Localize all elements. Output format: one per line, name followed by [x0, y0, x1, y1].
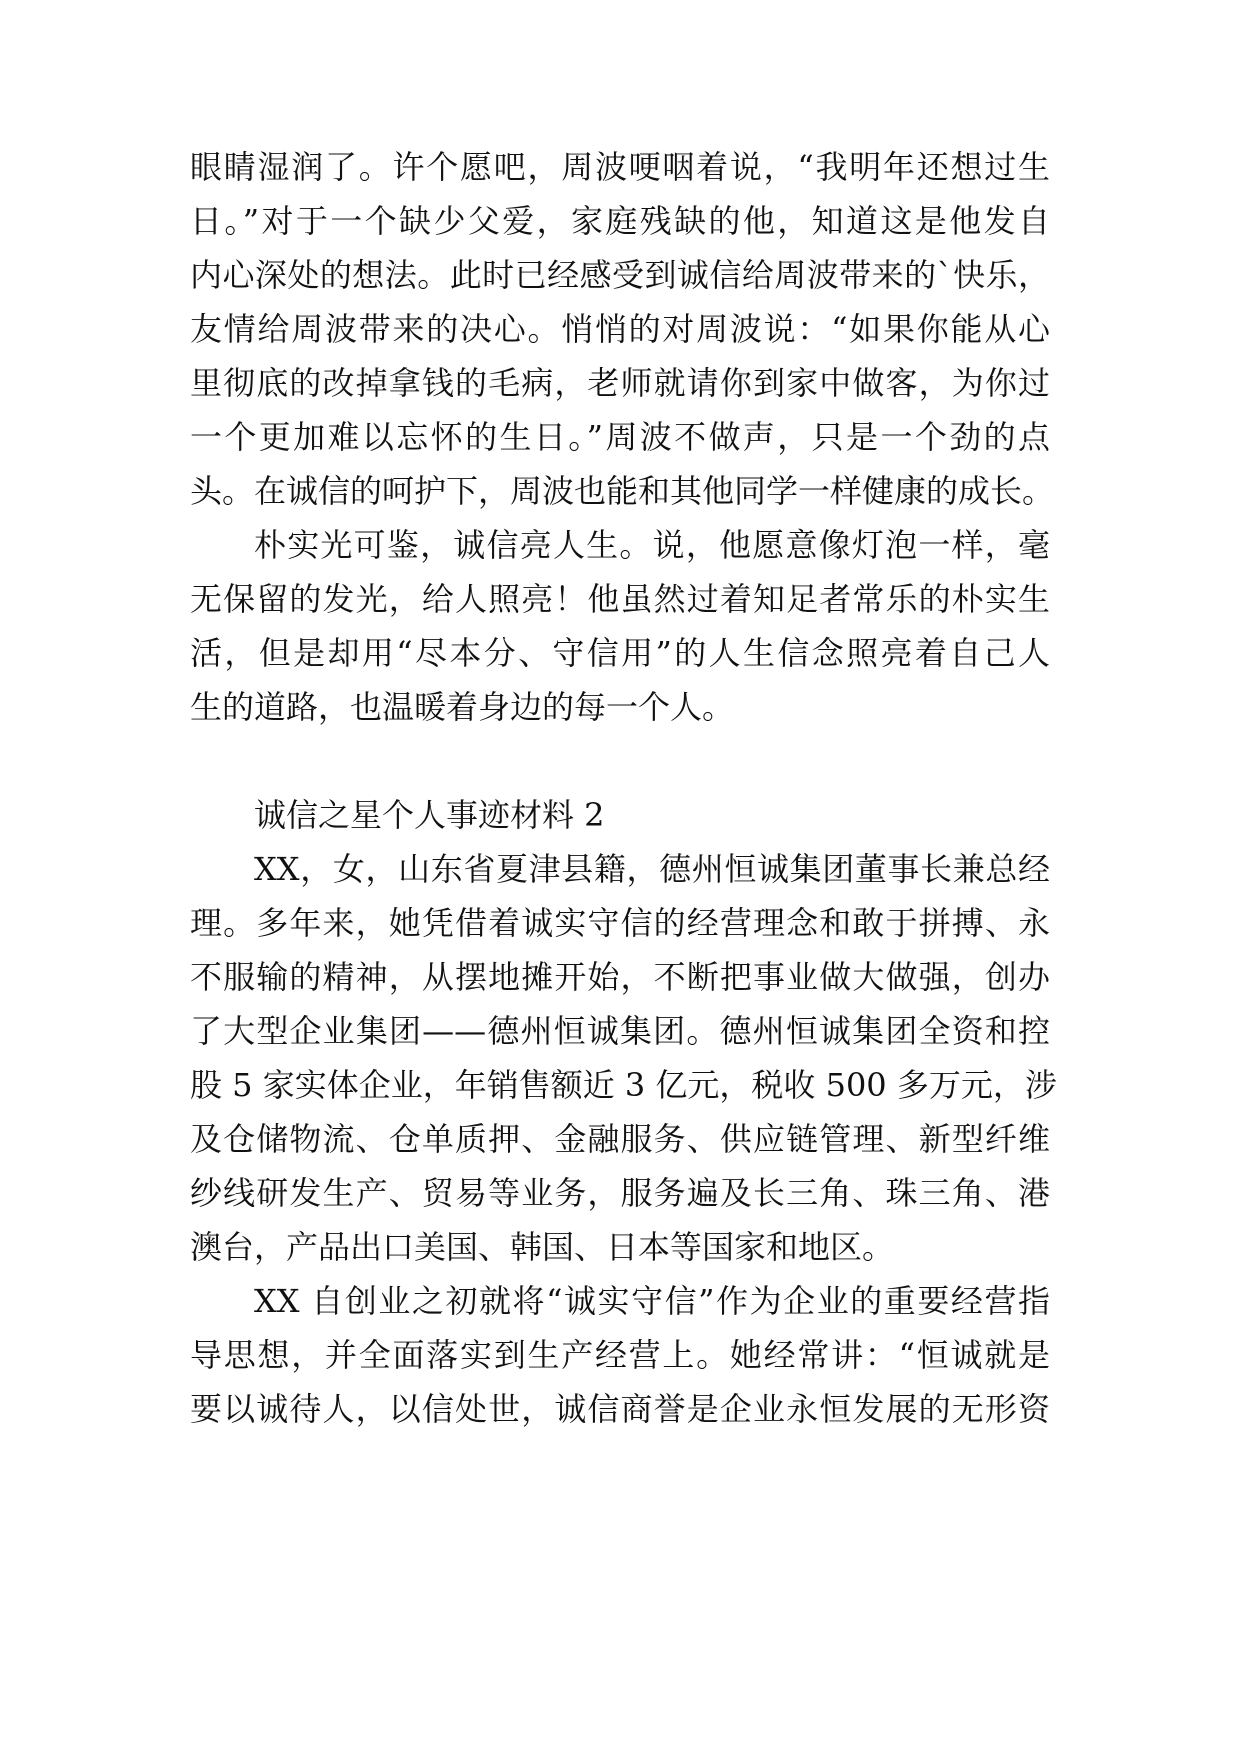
text-line: 股 5 家实体企业，年销售额近 3 亿元，税收 500 多万元，涉: [190, 1066, 1057, 1104]
document-body: [190, 0, 1057, 1754]
section-heading: 诚信之星个人事迹材料 2: [254, 796, 605, 834]
text-line: 不服输的精神，从摆地摊开始，不断把事业做大做强，创办: [190, 958, 1050, 996]
text-line: XX，女，山东省夏津县籍，德州恒诚集团董事长兼总经: [254, 850, 1050, 888]
text-line: 一个更加难以忘怀的生日。”周波不做声，只是一个劲的点: [190, 418, 1050, 456]
text-line: XX 自创业之初就将“诚实守信”作为企业的重要经营指: [254, 1282, 1050, 1320]
text-line: 日。”对于一个缺少父爱，家庭残缺的他，知道这是他发自: [190, 202, 1050, 240]
text-line: 头。在诚信的呵护下，周波也能和其他同学一样健康的成长。: [190, 472, 1055, 510]
text-line: 导思想，并全面落实到生产经营上。她经常讲：“恒诚就是: [190, 1336, 1050, 1374]
text-line: 里彻底的改掉拿钱的毛病，老师就请你到家中做客，为你过: [190, 364, 1050, 402]
text-line: 澳台，产品出口美国、韩国、日本等国家和地区。: [190, 1228, 895, 1266]
text-line: 生的道路，也温暖着身边的每一个人。: [190, 688, 735, 726]
text-line: 朴实光可鉴，诚信亮人生。说，他愿意像灯泡一样，毫: [254, 526, 1050, 564]
text-line: 纱线研发生产、贸易等业务，服务遍及长三角、珠三角、港: [190, 1174, 1050, 1212]
text-line: 无保留的发光，给人照亮！他虽然过着知足者常乐的朴实生: [190, 580, 1050, 618]
text-line: 内心深处的想法。此时已经感受到诚信给周波带来的`快乐，: [190, 256, 1050, 294]
text-line: 活，但是却用“尽本分、守信用”的人生信念照亮着自己人: [190, 634, 1050, 672]
text-line: 了大型企业集团——德州恒诚集团。德州恒诚集团全资和控: [190, 1012, 1050, 1050]
text-line: 及仓储物流、仓单质押、金融服务、供应链管理、新型纤维: [190, 1120, 1050, 1158]
text-line: 友情给周波带来的决心。悄悄的对周波说：“如果你能从心: [190, 310, 1050, 348]
text-line: 眼睛湿润了。许个愿吧，周波哽咽着说，“我明年还想过生: [190, 148, 1050, 186]
text-line: 要以诚待人，以信处世，诚信商誉是企业永恒发展的无形资: [190, 1390, 1050, 1428]
text-line: 理。多年来，她凭借着诚实守信的经营理念和敢于拼搏、永: [190, 904, 1050, 942]
